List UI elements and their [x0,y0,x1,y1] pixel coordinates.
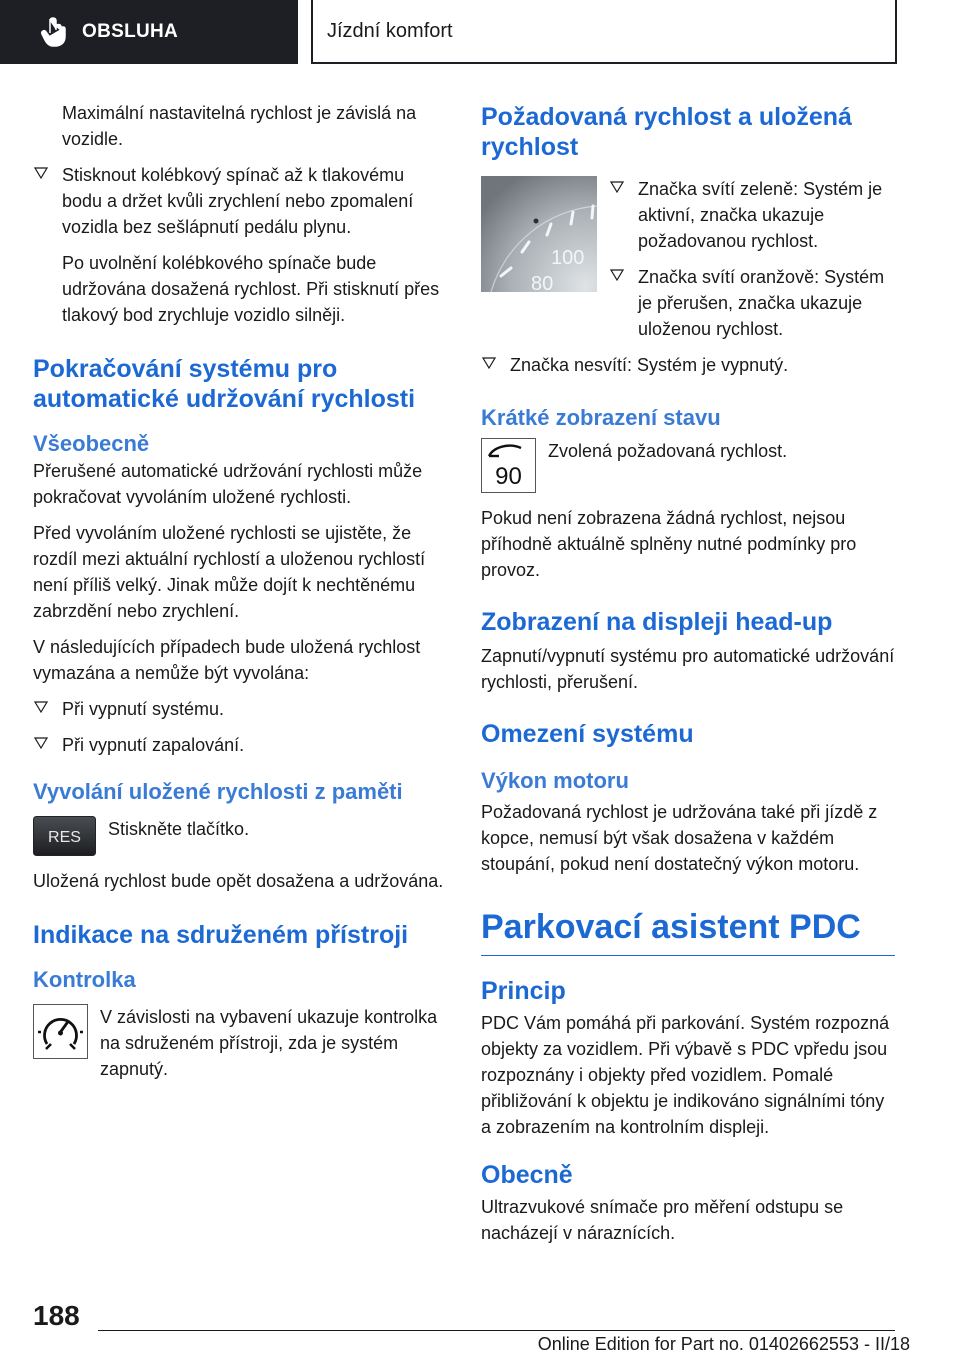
paragraph: Před vyvoláním uložené rychlosti se ujistěte, že rozdíl mezi aktuální rychlostí a uloženou rychlostí není příliš velký. Jinak může dojít k nechtěnému zabrzdění nebo zrychlení. [33,523,426,621]
res-label: RES [48,829,81,846]
section-title: OBSLUHA [82,21,179,42]
heading-continue: Pokračování systému pro automatické udržování rychlosti [33,355,416,413]
list-item: Stisknout kolébkový spínač až k tlakovému bodu a držet kvůli zrychlení nebo zpomalení vozidla bez sešlápnutí pedálu plynu. [33,162,448,240]
paragraph: Po uvolnění kolébkového spínače bude udržována dosažená rychlost. Při stisknutí přes tlakový bod zrychluje vozidlo silněji. [62,253,440,325]
triangle-bullet-icon [610,268,624,282]
heading-hud: Zobrazení na displeji head-up [481,608,833,636]
paragraph: Stiskněte tlačítko. [108,819,250,839]
page-number: 188 [33,1300,80,1331]
chapter-title: Jízdní komfort [327,19,453,42]
heading-engine: Výkon motoru [481,768,629,793]
paragraph: Požadovaná rychlost je udržována také při jízdě z kopce, nemusí být však dosažena v každém stoupání, pokud není dostatečný výkon motoru. [481,802,878,874]
right-column [481,100,895,1256]
indicator-row [33,1004,448,1082]
heading-general: Všeobecně [33,431,150,456]
triangle-bullet-icon [34,700,48,714]
footer-edition [538,1334,910,1355]
list-item: Značka svítí zeleně: Systém je aktivní, značka ukazuje požadovanou rychlost. [609,176,895,254]
left-column [33,100,448,1094]
heading-desired-speed: Požadovaná rychlost a uložená rychlost [481,103,852,161]
footer-divider [98,1330,895,1331]
heading-principle: Princip [481,977,566,1005]
status-row [481,438,895,493]
status-speed-value: 90 [495,463,522,490]
paragraph: Zvolená požadovaná rychlost. [548,441,788,461]
heading-recall: Vyvolání uložené rychlosti z paměti [33,779,403,804]
cruise-control-indicator-icon [33,1004,88,1059]
paragraph: Uložená rychlost bude opět dosažena a udržována. [33,871,444,891]
section-tab [0,0,298,64]
heading-cluster: Indikace na sdruženém přístroji [33,921,409,949]
gauge-label-100: 100 [551,247,585,269]
paragraph: V následujících případech bude uložená rychlost vymazána a nemůže být vyvolána: [33,637,421,683]
list-item: Při vypnutí zapalování. [33,732,448,758]
paragraph: Maximální nastavitelná rychlost je závislá na vozidle. [62,103,417,149]
triangle-bullet-icon [34,166,48,180]
paragraph: V závislosti na vybavení ukazuje kontrolka na sdruženém přístroji, zda je systém zapnutý. [100,1007,438,1079]
triangle-bullet-icon [482,356,496,370]
speed-90-display-icon [481,438,536,493]
paragraph: Pokud není zobrazena žádná rychlost, nejsou příhodně aktuálně splněny nutné podmínky pro provoz. [481,508,857,580]
chapter-tab [311,0,897,64]
res-button-icon [33,816,96,856]
list-item: Při vypnutí systému. [33,696,448,722]
edition-text: Online Edition for Part no. 01402662553 - II/18 [537,1334,910,1354]
gauge-label-80: 80 [531,273,554,292]
heading-overall: Obecně [481,1161,573,1189]
hand-pointer-icon [40,17,68,47]
list-item: Značka svítí oranžově: Systém je přerušen, značka ukazuje uloženou rychlost. [609,264,895,342]
speedometer-image [481,176,597,292]
heading-limits: Omezení systému [481,720,694,748]
paragraph: Zapnutí/vypnutí systému pro automatické udržování rychlosti, přerušení. [481,646,895,692]
heading-indicator: Kontrolka [33,967,136,992]
triangle-bullet-icon [610,180,624,194]
paragraph: Ultrazvukové snímače pro měření odstupu se nacházejí v náraznících. [481,1197,844,1243]
triangle-bullet-icon [34,736,48,750]
list-item: Značka nesvítí: Systém je vypnutý. [481,352,895,378]
gauge-row [481,176,895,352]
paragraph: Přerušené automatické udržování rychlosti může pokračovat vyvoláním uložené rychlosti. [33,461,423,507]
paragraph: PDC Vám pomáhá při parkování. Systém rozpozná objekty za vozidlem. Při výbavě s PDC vpředu jsou rozpoznány i objekty před vozidlem. Pomalé přibližování k objektu je indikováno signálními tóny a zobrazením na kontrolním displeji. [481,1013,890,1137]
heading-status: Krátké zobrazení stavu [481,405,721,430]
heading-pdc: Parkovací asistent PDC [481,907,895,956]
res-button-row [33,816,448,856]
